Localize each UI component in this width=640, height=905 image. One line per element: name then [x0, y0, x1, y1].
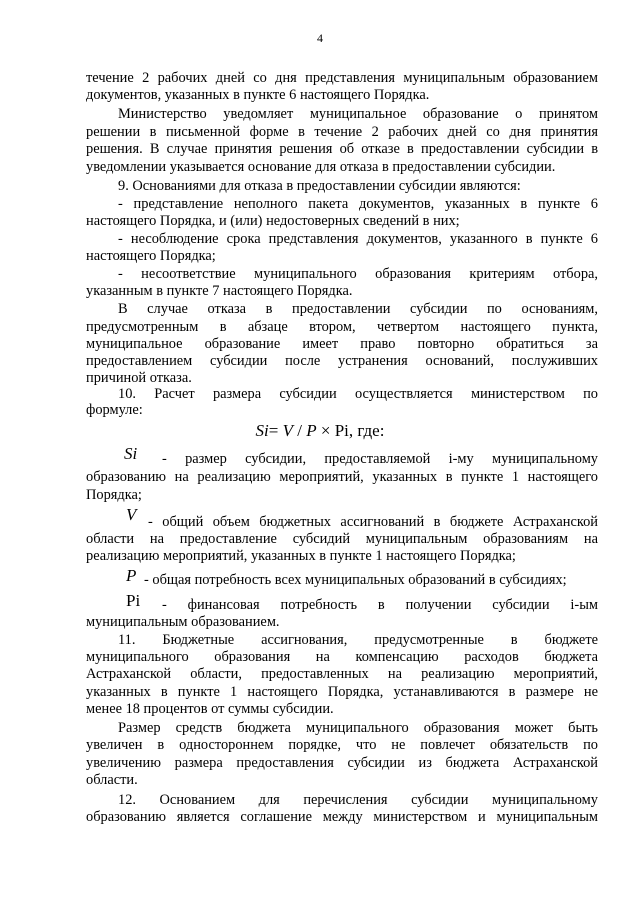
text-line: муниципальное образование имеет право повторно обратиться за — [86, 336, 598, 352]
text-line: Министерство уведомляет муниципальное образование о принятом — [118, 106, 598, 122]
text-line: уведомлении указывается основание для отказа в предоставлении субсидии. — [86, 159, 556, 175]
text-line: указанных в пункте 1 настоящего Порядка, устанавливаются в размере не — [86, 684, 598, 700]
formula-slash: / — [293, 421, 307, 440]
text-line: - финансовая потребность в получении субсидии i-ым — [162, 597, 598, 613]
text-line: настоящего Порядка, и (или) недостоверных сведений в них; — [86, 213, 460, 229]
formula-times: × — [316, 421, 335, 440]
text-line: В случае отказа в предоставлении субсидии по основаниям, — [118, 301, 598, 317]
text-line: указанным в пункте 7 настоящего Порядка. — [86, 283, 353, 299]
text-line: образованию на реализацию мероприятий, указанных в пункте 1 настоящего — [86, 469, 598, 485]
text-line: Астраханской области, предоставленных на реализацию мероприятий, — [86, 666, 598, 682]
page-number: 4 — [317, 31, 323, 45]
text-line: муниципального образования на компенсацию расходов бюджета — [86, 649, 598, 665]
text-line: документов, указанных в пункте 6 настоящего Порядка. — [86, 87, 430, 103]
formula-tail: , где: — [348, 421, 385, 440]
text-line: - несоблюдение срока представления документов, указанного в пункте 6 — [118, 231, 598, 247]
text-line: области. — [86, 772, 138, 788]
formula-p: P — [306, 421, 317, 440]
text-line: решения. В случае принятия решения об отказе в предоставлении субсидии в — [86, 141, 598, 157]
text-line: увеличению размера предоставления субсидии из бюджета Астраханской — [86, 755, 598, 771]
text-line: 9. Основаниями для отказа в предоставлении субсидии являются: — [118, 178, 521, 194]
symbol-si: Si — [124, 444, 138, 463]
text-line: предусмотренным в абзаце втором, четвертом настоящего пункта, — [86, 319, 598, 335]
text-line: Размер средств бюджета муниципального образования может быть — [118, 720, 598, 736]
text-line: причиной отказа. — [86, 370, 192, 386]
formula-v: V — [282, 421, 293, 440]
formula-si: Si — [255, 421, 269, 440]
text-line: Порядка; — [86, 487, 142, 503]
text-line: - размер субсидии, предоставляемой i-му муниципальному — [162, 451, 598, 467]
text-line: - общий объем бюджетных ассигнований в бюджете Астраханской — [148, 514, 598, 530]
text-line: - представление неполного пакета документов, указанных в пункте 6 — [118, 196, 598, 212]
text-line: - общая потребность всех муниципальных образований в субсидиях; — [144, 572, 567, 588]
text-line: - несоответствие муниципального образования критериям отбора, — [118, 266, 598, 282]
text-line: решении в письменной форме в течение 2 рабочих дней со дня принятия — [86, 124, 598, 140]
symbol-pi: Pi — [126, 591, 141, 610]
subsidy-formula — [0, 421, 640, 441]
text-line: образованию является соглашение между министерством и муниципальным — [86, 809, 598, 825]
text-line: настоящего Порядка; — [86, 248, 216, 264]
text-line: 12. Основанием для перечисления субсидии муниципальному — [118, 792, 598, 808]
text-line: предоставлением субсидии после устранения оснований, послуживших — [86, 353, 598, 369]
text-line: увеличен в одностороннем порядке, что не повлечет обязательств по — [86, 737, 598, 753]
text-line: формуле: — [86, 402, 143, 418]
text-line: 10. Расчет размера субсидии осуществляется министерством по — [118, 386, 598, 402]
symbol-v: V — [126, 505, 137, 524]
text-line: муниципальным образованием. — [86, 614, 280, 630]
text-line: реализацию мероприятий, указанных в пункте 1 настоящего Порядка; — [86, 548, 516, 564]
symbol-p: P — [126, 566, 137, 585]
text-line: менее 18 процентов от суммы субсидии. — [86, 701, 334, 717]
formula-eq: = — [268, 421, 283, 440]
text-line: 11. Бюджетные ассигнования, предусмотренные в бюджете — [118, 632, 598, 648]
text-line: течение 2 рабочих дней со дня представления муниципальным образованием — [86, 70, 598, 86]
text-line: области на предоставление субсидий муниципальным образованиям на — [86, 531, 598, 547]
formula-pi: Pi — [334, 421, 349, 440]
